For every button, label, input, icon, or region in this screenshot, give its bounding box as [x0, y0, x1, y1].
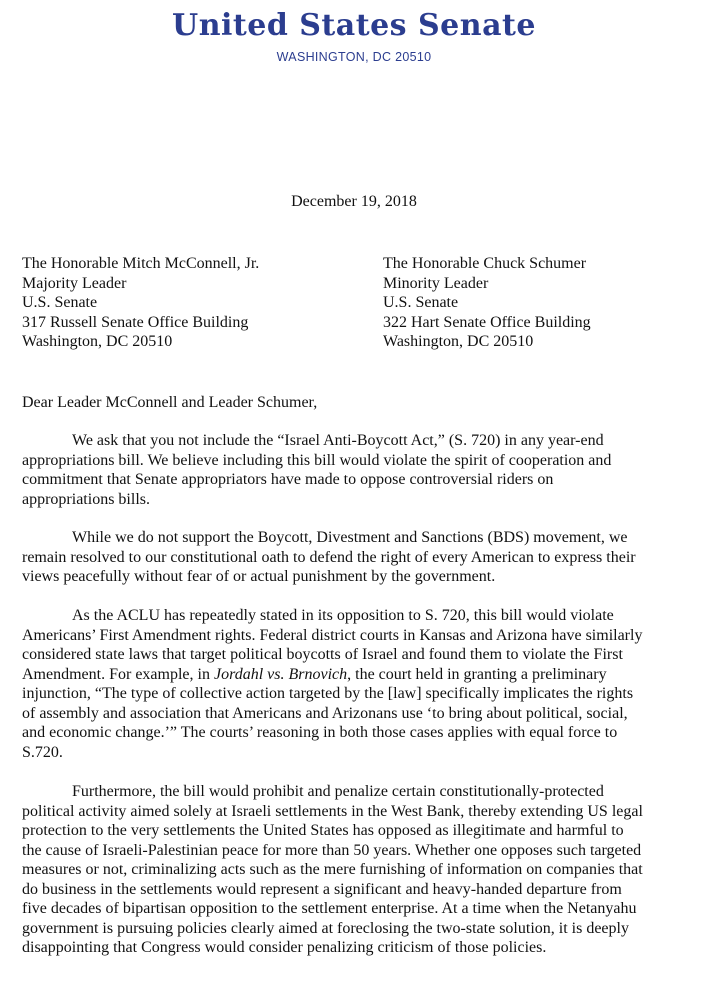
text-line: of assembly and association that Americans and Arizonans use ‘to bring about political, social,: [22, 704, 628, 722]
text-line: As the ACLU has repeatedly stated in its opposition to S. 720, this bill would violate: [72, 607, 614, 624]
case-name: Jordahl vs. Brnovich: [213, 665, 348, 683]
text-line: [22, 665, 676, 685]
text-line: considered state laws that target political boycotts of Israel and found them to violate the First: [22, 646, 623, 663]
text-line: disappointing that Congress would consider penalizing criticism of those policies.: [22, 939, 547, 956]
paragraph-1: [22, 431, 676, 509]
recipient-office: 322 Hart Senate Office Building: [383, 313, 591, 331]
recipient-city: Washington, DC 20510: [383, 333, 534, 350]
text-line: protection to the very settlements the United States has opposed as illegitimate and harmful to: [22, 822, 624, 839]
letterhead-title: United States Senate: [172, 8, 536, 43]
text-line: views peacefully without fear of or actual punishment by the government.: [22, 568, 496, 585]
recipient-office: 317 Russell Senate Office Building: [22, 313, 249, 331]
salutation: Dear Leader McConnell and Leader Schumer,: [22, 394, 318, 411]
recipient-org: U.S. Senate: [22, 294, 98, 311]
text-line: While we do not support the Boycott, Divestment and Sanctions (BDS) movement, we: [72, 529, 628, 546]
recipient-address-right: [383, 254, 591, 352]
text-line: the cause of Israeli-Palestinian peace for more than 50 years. Whether one opposes such targeted: [22, 841, 642, 859]
letter-date: December 19, 2018: [291, 193, 417, 210]
text-line: injunction, “The type of collective action targeted by the [law] specifically implicates the rights: [22, 685, 634, 702]
recipient-name: The Honorable Chuck Schumer: [383, 255, 587, 272]
text-line: remain resolved to our constitutional oath to defend the right of every American to express their: [22, 548, 636, 566]
text-line: measures or not, criminalizing acts such as the mere furnishing of information on companies that: [22, 861, 643, 878]
text-line: five decades of bipartisan opposition to the settlement enterprise. At a time when the Netanyahu: [22, 900, 637, 917]
text-line: and economic change.’” The courts’ reasoning in both those cases applies with equal force to: [22, 724, 618, 741]
text-line: do business in the settlements would represent a significant and heavy-handed departure from: [22, 880, 622, 898]
text-line: political activity aimed solely at Israeli settlements in the West Bank, thereby extending US legal: [22, 802, 643, 820]
text-line: appropriations bills.: [22, 490, 150, 508]
letterhead-location: WASHINGTON, DC 20510: [276, 50, 432, 64]
recipient-name: The Honorable Mitch McConnell, Jr.: [22, 255, 260, 272]
paragraph-2: [22, 528, 676, 587]
recipient-title: Majority Leader: [22, 274, 127, 292]
recipient-title: Minority Leader: [383, 274, 489, 292]
text-segment: Amendment. For example, in: [22, 665, 214, 683]
recipient-org: U.S. Senate: [383, 294, 459, 311]
recipient-city: Washington, DC 20510: [22, 333, 173, 350]
paragraph-3: [22, 606, 676, 762]
text-line: Furthermore, the bill would prohibit and penalize certain constitutionally-protected: [72, 783, 604, 800]
text-line: appropriations bill. We believe including this bill would violate the spirit of cooperation and: [22, 451, 612, 469]
text-line: Americans’ First Amendment rights. Federal district courts in Kansas and Arizona have similarly: [22, 626, 643, 644]
text-line: commitment that Senate appropriators have made to oppose controversial riders on: [22, 471, 554, 488]
text-line: We ask that you not include the “Israel Anti-Boycott Act,” (S. 720) in any year-end: [72, 432, 604, 449]
paragraph-4: [22, 782, 676, 958]
text-line: S.720.: [22, 743, 63, 761]
text-line: government is pursuing policies clearly aimed at foreclosing the two-state solution, it is deeply: [22, 919, 629, 937]
text-segment: , the court held in granting a preliminary: [347, 665, 607, 683]
recipient-address-left: [22, 254, 259, 352]
